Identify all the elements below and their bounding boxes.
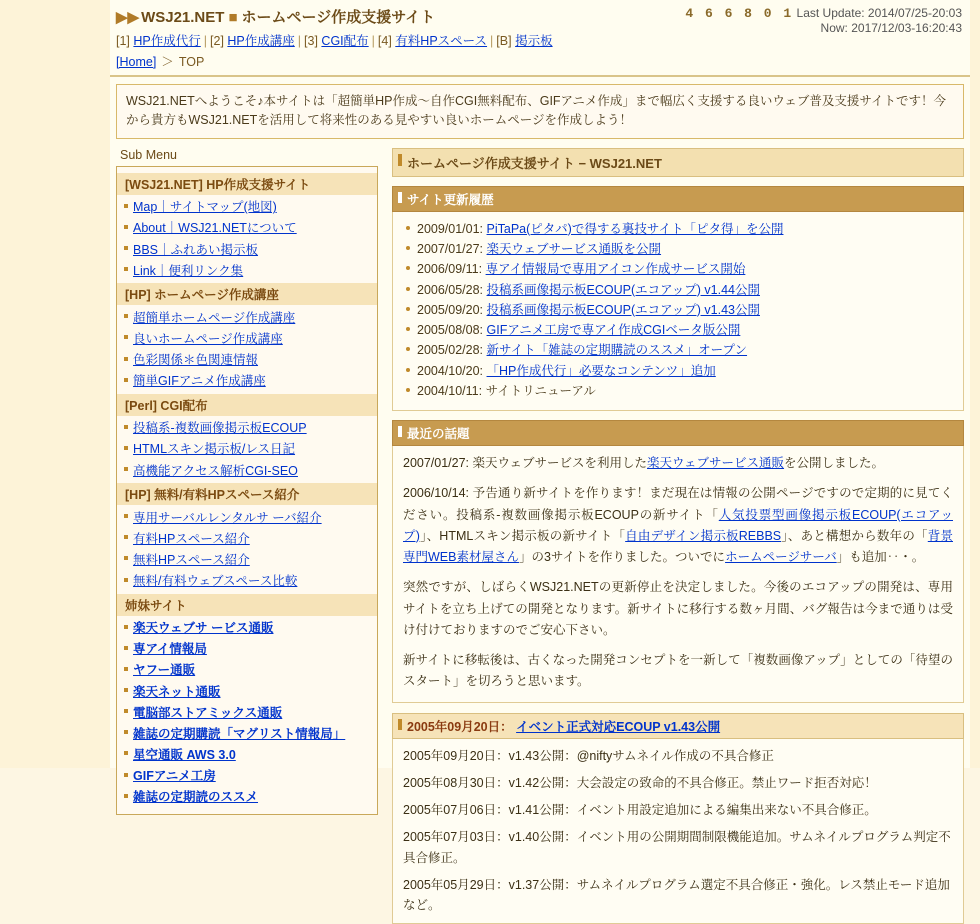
main-panel-title-text: ホームページ作成支援サイト − WSJ21.NET [407, 156, 662, 171]
sidebar-item-gif-studio[interactable] [117, 766, 377, 787]
release-header [392, 713, 964, 739]
bullet-icon [124, 535, 128, 539]
bullet-icon [406, 388, 410, 392]
main-columns [110, 148, 970, 924]
bullet-icon [124, 314, 128, 318]
sidebar-link-gif[interactable]: 簡単GIFアニメ作成講座 [133, 374, 266, 388]
sidebar-label: Sub Menu [120, 148, 378, 162]
sidebar-link-bbs[interactable]: BBS｜ふれあい掲示板 [133, 243, 258, 257]
topic-link-hpserver[interactable]: ホームページサーバ [725, 550, 837, 564]
sidebar-item-rebbs[interactable] [117, 439, 377, 460]
sidebar-item-storemix[interactable] [117, 702, 377, 723]
sidebar-link-rakuten-ws[interactable]: 楽天ウェブサ ービス通販 [133, 621, 273, 635]
sidebar-link-server[interactable]: 専用サーバルレンタルサ ーバ紹介 [133, 511, 322, 525]
bullet-icon [406, 327, 410, 331]
sidebar-item-space-compare[interactable] [117, 571, 377, 592]
nav-item-5[interactable]: [B] 掲示板 [496, 34, 552, 48]
topic-link-webmaterial[interactable]: 背景専門WEB素材屋さん [403, 529, 953, 564]
news-section-title: サイト更新履歴 [407, 193, 494, 207]
sidebar-link-rakuten-net[interactable]: 楽天ネット通販 [133, 685, 221, 699]
bullet-icon [124, 730, 128, 734]
bullet-icon [124, 467, 128, 471]
sidebar-item-paid-space[interactable] [117, 528, 377, 549]
list-item[interactable]: 2009/01/01: PiTaPa(ピタパ)で得する裏技サイト「ピタ得」を公開 [403, 219, 953, 239]
sidebar-item-gif[interactable] [117, 371, 377, 392]
bullet-icon [124, 446, 128, 450]
bullet-icon [124, 357, 128, 361]
main-column [392, 148, 964, 924]
nav-link-4[interactable]: 有料HPスペース [395, 34, 487, 48]
intro-box: WSJ21.NETへようこそ♪本サイトは「超簡単HP作成〜自作CGI無料配布、GIFアニメ作成」まで幅広く支援する良いウェブ普及支援サイトです！今から貴方もWSJ21.NETを活用して将来性のある見やすい良いホームページを作成しよう！ [116, 84, 964, 139]
nav-link-5[interactable]: 掲示板 [515, 34, 553, 48]
sidebar-item-about[interactable] [117, 218, 377, 239]
breadcrumb-current: TOP [179, 55, 204, 69]
sidebar-item-maglist[interactable] [117, 723, 377, 744]
news-link[interactable]: 楽天ウェブサービス通販を公開 [487, 242, 662, 256]
list-item[interactable]: 2006/05/28: 投稿系画像掲示板ECOUP(エコアップ) v1.44公開 [403, 280, 953, 300]
sidebar-menu-box [116, 166, 378, 815]
list-item: 2004/10/11: サイトリニューアル [403, 381, 953, 401]
sidebar-link-about[interactable]: About｜WSJ21.NETについて [133, 221, 297, 235]
list-item: 2005年09月20日：v1.43公開：@niftyサムネイル作成の不具合修正 [403, 746, 953, 766]
title-separator-icon: ■ [228, 9, 237, 26]
site-title-main: WSJ21.NET [141, 9, 224, 26]
sidebar-group-title-3: [HP] 無料/有料HPスペース紹介 [117, 483, 377, 505]
tick-icon [398, 192, 402, 203]
news-link[interactable]: GIFアニメ工房で専アイ作成CGIベータ版公開 [487, 323, 741, 337]
sidebar-link-rebbs[interactable]: HTMLスキン掲示板/レス日記 [133, 442, 295, 456]
current-time: Now: 2017/12/03-16:20:43 [685, 21, 962, 35]
sidebar-link-good-hp[interactable]: 良いホームページ作成講座 [133, 332, 283, 346]
sidebar-item-map[interactable] [117, 197, 377, 218]
list-item[interactable]: 2007/01/27: 楽天ウェブサービス通販を公開 [403, 239, 953, 259]
list-item[interactable]: 2004/10/20: 「HP作成代行」必要なコンテンツ」追加 [403, 361, 953, 381]
bullet-icon [124, 625, 128, 629]
sidebar-link-aws[interactable]: 星空通販 AWS 3.0 [133, 748, 236, 762]
top-nav: [1] HP作成代行 | [2] HP作成講座 | [3] CGI配布 | [4] 有料HPスペース | [B] 掲示板 [116, 31, 964, 49]
bullet-icon [124, 688, 128, 692]
sidebar-item-yahoo[interactable] [117, 660, 377, 681]
sidebar-group-title-4: 姉妹サイト [117, 594, 377, 616]
bullet-icon [124, 225, 128, 229]
sidebar-item-good-hp[interactable] [117, 328, 377, 349]
tick-icon [398, 154, 402, 166]
topic-paragraph: 2006/10/14: 予告通り新サイトを作ります！まだ現在は情報の公開ページですので定期的に見てください。投稿系-複数画像掲示板ECOUPの新サイト「人気投票型画像掲示板ECOUP(エコアップ)」、HTMLスキン掲示板の新サイト「自由デザイン掲示板REBBS」、あと構想から数年の「背景専門WEB素材屋さん」の3サイトを作りました。ついでにホームページサーバ」も追加‥・。 [403, 483, 953, 568]
sidebar-item-ecoup[interactable] [117, 418, 377, 439]
bullet-icon [124, 204, 128, 208]
counter-area [685, 6, 962, 35]
bullet-icon [124, 646, 128, 650]
bullet-icon [406, 307, 410, 311]
news-list [392, 212, 964, 411]
topics-section-header [392, 420, 964, 446]
sidebar-link-magazine[interactable]: 雑誌の定期読のススメ [133, 790, 258, 804]
topic-paragraph: 突然ですが、しばらくWSJ21.NETの更新停止を決定しました。今後のエコアップの開発は、専用サイトを立ち上げての開発となります。新サイトに移行する数ヶ月間、バグ報告は今まで通りは受け付けておりますのでご安心下さい。 [403, 577, 953, 641]
breadcrumb [116, 52, 964, 70]
sidebar-link-map[interactable]: Map｜サイトマップ(地図) [133, 200, 277, 214]
site-title-sub: ホームページ作成支援サイト [242, 9, 436, 26]
sidebar-item-rakuten-ws[interactable] [117, 618, 377, 639]
sidebar-link-easy-hp[interactable]: 超簡単ホームページ作成講座 [133, 311, 295, 325]
bullet-icon [124, 751, 128, 755]
list-item[interactable]: 2005/09/20: 投稿系画像掲示板ECOUP(エコアップ) v1.43公開 [403, 300, 953, 320]
breadcrumb-home[interactable]: [Home] [116, 55, 156, 69]
sidebar-link-ecoup[interactable]: 投稿系-複数画像掲示板ECOUP [133, 421, 307, 435]
sidebar-item-magazine[interactable] [117, 787, 377, 808]
topic-link-rebbs[interactable]: 自由デザイン掲示板REBBS [625, 529, 781, 543]
sidebar [116, 148, 378, 924]
bullet-icon [124, 773, 128, 777]
nav-item-3[interactable]: [3] CGI配布 [304, 34, 369, 48]
bullet-icon [124, 556, 128, 560]
topic-link-rakuten[interactable]: 楽天ウェブサービス通販 [647, 456, 784, 470]
bullet-icon [124, 514, 128, 518]
tick-icon [398, 426, 402, 437]
sidebar-link-storemix[interactable]: 電脳部ストアミックス通販 [133, 706, 282, 720]
sidebar-item-bbs[interactable] [117, 239, 377, 260]
nav-item-1[interactable]: [1] HP作成代行 [116, 34, 201, 48]
right-gutter [970, 0, 980, 768]
sidebar-item-senai[interactable] [117, 639, 377, 660]
sidebar-link-space-compare[interactable]: 無料/有料ウェブスペース比較 [133, 574, 297, 588]
bullet-icon [124, 378, 128, 382]
sidebar-item-link[interactable] [117, 260, 377, 281]
sidebar-link-gif-studio[interactable]: GIFアニメ工房 [133, 769, 216, 783]
bullet-icon [124, 578, 128, 582]
news-link[interactable]: 投稿系画像掲示板ECOUP(エコアップ) v1.44公開 [487, 283, 760, 297]
sidebar-item-rakuten-net[interactable] [117, 681, 377, 702]
sidebar-item-server[interactable] [117, 507, 377, 528]
sidebar-link-paid-space[interactable]: 有料HPスペース紹介 [133, 532, 250, 546]
main-panel-title [392, 148, 964, 177]
news-section-header [392, 186, 964, 212]
list-item: 2005年07月06日：v1.41公開：イベント用設定追加による編集出来ない不具合修正。 [403, 800, 953, 820]
news-link[interactable]: 「HP作成代行」必要なコンテンツ」追加 [487, 364, 716, 378]
left-gutter [0, 0, 110, 768]
list-item: 2005年08月30日：v1.42公開：大会設定の致命的不具合修正。禁止ワード拒否対応！ [403, 773, 953, 793]
tick-icon [398, 719, 402, 730]
news-link[interactable]: 専アイ情報局で専用アイコン作成サービス開始 [486, 262, 746, 276]
sidebar-link-cgi-seo[interactable]: 高機能アクセス解析CGI-SEO [133, 464, 298, 478]
release-link[interactable]: イベント正式対応ECOUP v1.43公開 [516, 720, 720, 734]
sidebar-item-color[interactable] [117, 350, 377, 371]
breadcrumb-sep-icon: ＞ [161, 55, 174, 69]
bullet-icon [124, 335, 128, 339]
release-list [392, 739, 964, 924]
topics-section-title: 最近の話題 [407, 427, 470, 441]
topic-paragraph: 新サイトに移転後は、古くなった開発コンセプトを一新して「複数画像アップ」としての「待望のスタート」を切ろうと思います。 [403, 650, 953, 693]
access-counter: 4 6 6 8 0 1 [685, 6, 793, 21]
sidebar-item-cgi-seo[interactable] [117, 460, 377, 481]
bullet-icon [124, 794, 128, 798]
nav-link-1[interactable]: HP作成代行 [133, 34, 200, 48]
bullet-icon [124, 709, 128, 713]
sidebar-link-yahoo[interactable]: ヤフー通販 [133, 663, 195, 677]
topic-paragraph: 2007/01/27: 楽天ウェブサービスを利用した楽天ウェブサービス通販を公開しました。 [403, 453, 953, 474]
nav-link-3[interactable]: CGI配布 [321, 34, 368, 48]
bullet-icon [124, 667, 128, 671]
bullet-icon [124, 246, 128, 250]
last-update: Last Update: 2014/07/25-20:03 [797, 6, 962, 20]
title-arrows-icon: ▶▶ [116, 9, 139, 26]
bullet-icon [406, 246, 410, 250]
list-item: 2005年05月29日：v1.37公開：サムネイルプログラム選定不具合修正・強化。レス禁止モード追加など。 [403, 875, 953, 916]
site-header [110, 0, 970, 70]
bullet-icon [406, 368, 410, 372]
list-item[interactable]: 2006/09/11: 専アイ情報局で専用アイコン作成サービス開始 [403, 259, 953, 279]
topic-link-ecoup[interactable]: 人気投票型画像掲示板ECOUP(エコアップ) [403, 508, 953, 543]
sidebar-link-free-space[interactable]: 無料HPスペース紹介 [133, 553, 250, 567]
news-link[interactable]: 新サイト「雑誌の定期購読のススメ」オープン [487, 343, 748, 357]
bullet-icon [406, 266, 410, 270]
bullet-icon [124, 425, 128, 429]
sidebar-link-maglist[interactable]: 雑誌の定期購読「マグリスト情報局」 [133, 727, 345, 741]
bullet-icon [124, 267, 128, 271]
nav-item-4[interactable]: [4] 有料HPスペース [378, 34, 487, 48]
topics-body [392, 446, 964, 703]
sidebar-item-free-space[interactable] [117, 549, 377, 570]
sidebar-link-color[interactable]: 色彩関係＊色関連情報 [133, 353, 258, 367]
bullet-icon [406, 347, 410, 351]
list-item[interactable]: 2005/02/28: 新サイト「雑誌の定期購読のススメ」オープン [403, 340, 953, 360]
list-item: 2005年07月03日：v1.40公開：イベント用の公開期間制限機能追加。サムネイルプログラム判定不具合修正。 [403, 827, 953, 868]
news-link[interactable]: PiTaPa(ピタパ)で得する裏技サイト「ピタ得」を公開 [487, 222, 784, 236]
sidebar-item-aws[interactable] [117, 744, 377, 765]
release-date: 2005年09月20日： [407, 720, 513, 734]
header-divider [110, 75, 970, 77]
page-content [110, 0, 970, 768]
list-item[interactable]: 2005/08/08: GIFアニメ工房で専アイ作成CGIベータ版公開 [403, 320, 953, 340]
nav-item-2[interactable]: [2] HP作成講座 [210, 34, 295, 48]
news-link[interactable]: 投稿系画像掲示板ECOUP(エコアップ) v1.43公開 [487, 303, 760, 317]
sidebar-group-title-0: [WSJ21.NET] HP作成支援サイト [117, 173, 377, 195]
bullet-icon [406, 226, 410, 230]
nav-link-2[interactable]: HP作成講座 [227, 34, 294, 48]
news-text: サイトリニューアル [486, 384, 596, 398]
sidebar-item-easy-hp[interactable] [117, 307, 377, 328]
sidebar-link-senai[interactable]: 専アイ情報局 [133, 642, 207, 656]
sidebar-group-title-1: [HP] ホームページ作成講座 [117, 283, 377, 305]
sidebar-link-link[interactable]: Link｜便利リンク集 [133, 264, 243, 278]
sidebar-group-title-2: [Perl] CGI配布 [117, 394, 377, 416]
bullet-icon [406, 287, 410, 291]
